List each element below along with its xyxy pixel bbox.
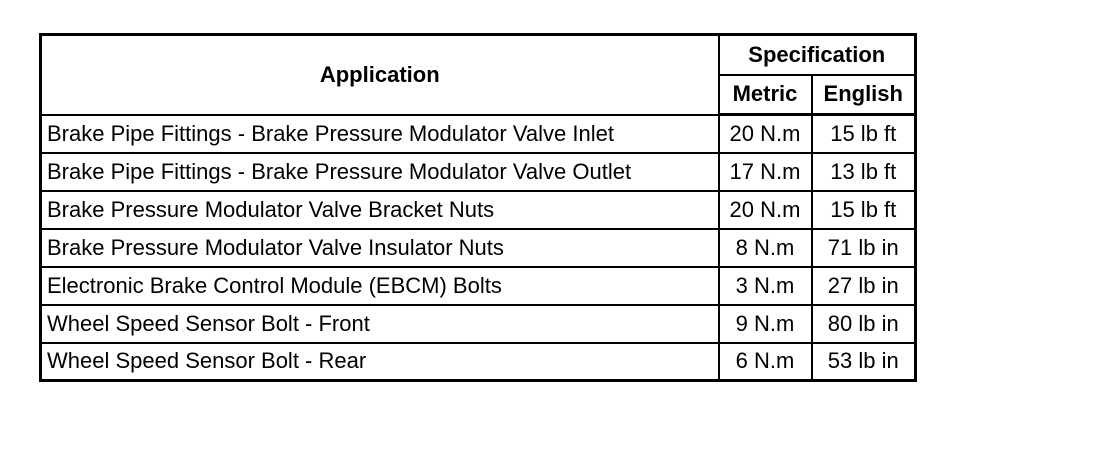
metric-header: Metric	[719, 75, 812, 115]
application-cell: Brake Pipe Fittings - Brake Pressure Modulator Valve Inlet	[41, 115, 719, 153]
english-cell: 53 lb in	[812, 343, 916, 381]
table-row	[41, 305, 916, 343]
application-cell: Wheel Speed Sensor Bolt - Rear	[41, 343, 719, 381]
english-cell: 80 lb in	[812, 305, 916, 343]
metric-cell: 17 N.m	[719, 153, 812, 191]
application-cell: Electronic Brake Control Module (EBCM) Bolts	[41, 267, 719, 305]
english-cell: 13 lb ft	[812, 153, 916, 191]
application-cell: Wheel Speed Sensor Bolt - Front	[41, 305, 719, 343]
application-cell: Brake Pipe Fittings - Brake Pressure Modulator Valve Outlet	[41, 153, 719, 191]
metric-cell: 8 N.m	[719, 229, 812, 267]
specification-header: Specification	[719, 35, 916, 75]
table-row	[41, 229, 916, 267]
metric-cell: 9 N.m	[719, 305, 812, 343]
metric-cell: 20 N.m	[719, 191, 812, 229]
metric-cell: 3 N.m	[719, 267, 812, 305]
application-header: Application	[41, 35, 719, 115]
metric-cell: 6 N.m	[719, 343, 812, 381]
english-cell: 27 lb in	[812, 267, 916, 305]
english-cell: 71 lb in	[812, 229, 916, 267]
metric-cell: 20 N.m	[719, 115, 812, 153]
table-row	[41, 153, 916, 191]
table-row	[41, 343, 916, 381]
application-cell: Brake Pressure Modulator Valve Insulator Nuts	[41, 229, 719, 267]
table-row	[41, 115, 916, 153]
table-row	[41, 267, 916, 305]
table-row	[41, 191, 916, 229]
specification-table	[39, 33, 917, 382]
english-cell: 15 lb ft	[812, 191, 916, 229]
english-header: English	[812, 75, 916, 115]
application-cell: Brake Pressure Modulator Valve Bracket Nuts	[41, 191, 719, 229]
english-cell: 15 lb ft	[812, 115, 916, 153]
